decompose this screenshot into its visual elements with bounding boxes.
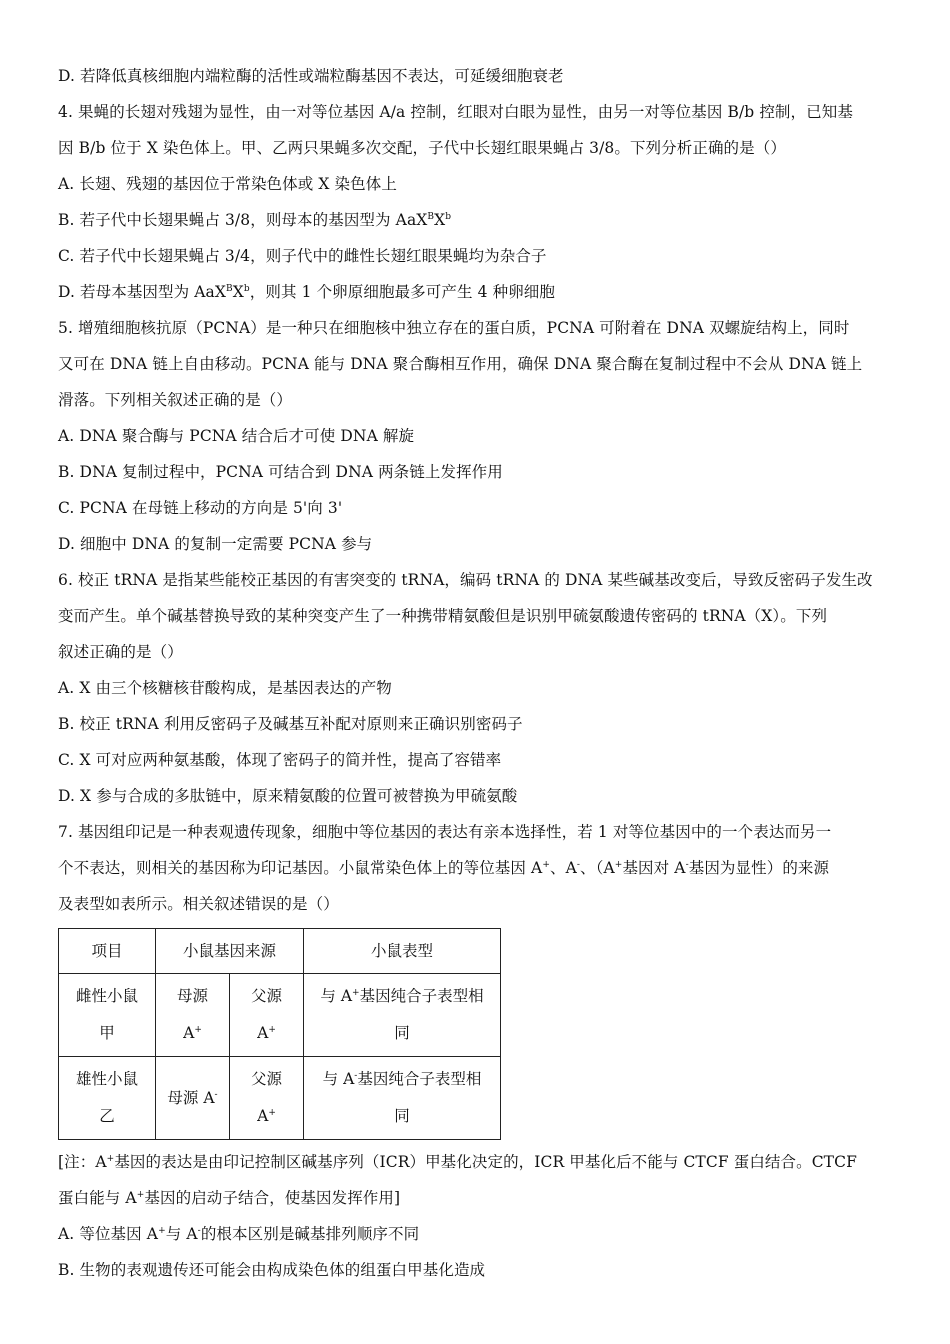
table-cell-paternal [230,974,304,1057]
text-span: X [434,211,446,229]
table-header-cell: 小鼠基因来源 [156,929,304,974]
table-cell-name [59,1057,156,1140]
text-span: 基因对 A [622,859,686,877]
question-6-option-a: A. X 由三个核糖核苷酸构成，是基因表达的产物 [58,679,392,697]
text-span: 与 A [165,1225,198,1243]
superscript: - [214,1089,218,1100]
superscript: - [354,1071,358,1081]
text-span [312,978,492,1015]
question-7-stem-line2 [58,850,894,886]
question-5-option-d: D. 细胞中 DNA 的复制一定需要 PCNA 参与 [58,535,373,553]
question-4-option-b [58,202,894,238]
superscript: + [194,1025,202,1035]
text-span: 基因为显性）的来源 [688,859,830,877]
text-span: 的根本区别是碱基排列顺序不同 [200,1225,420,1243]
text-line: 因 B/b 位于 X 染色体上。甲、乙两只果蝇多次交配，子代中长翅红眼果蝇占 3/8。下列分析正确的是（） [58,139,786,157]
text-span: B. 若子代中长翅果蝇占 3/8，则母本的基因型为 AaX [58,211,428,229]
table-cell-maternal [156,974,230,1057]
question-7-option-a [58,1216,894,1252]
text-line: D. 若降低真核细胞内端粒酶的活性或端粒酶基因不表达，可延缓细胞衰老 [58,67,564,85]
text-span: ，则其 1 个卵原细胞最多可产生 4 种卵细胞 [249,283,555,301]
question-4-option-c: C. 若子代中长翅果蝇占 3/4，则子代中的雌性长翅红眼果蝇均为杂合子 [58,247,547,265]
table-header-cell: 小鼠表型 [304,929,501,974]
question-6-option-c: C. X 可对应两种氨基酸，体现了密码子的简并性，提高了容错率 [58,751,502,769]
superscript: + [158,1226,166,1236]
table-cell-phenotype [304,974,501,1057]
question-6-option-d: D. X 参与合成的多肽链中，原来精氨酸的位置可被替换为甲硫氨酸 [58,787,518,805]
text-span: 甲 [99,1024,115,1042]
question-4-option-a: A. 长翅、残翅的基因位于常染色体或 X 染色体上 [58,175,397,193]
superscript: - [576,860,581,870]
text-span: D. 若母本基因型为 AaX [58,283,227,301]
text-span: 同 [394,1107,410,1125]
superscript: B [427,212,435,222]
text-span: 基因的启动子结合，使基因发挥作用] [144,1189,401,1207]
text-span: A [257,1107,269,1125]
text-span: 与 A [322,1070,355,1088]
superscript: + [268,1025,276,1035]
table-header-row [59,929,501,974]
text-span: 父源 [250,987,282,1005]
text-span: 基因纯合子表型相 [359,987,484,1005]
text-span: 雌性小鼠 [75,987,138,1005]
text-span: X [232,283,244,301]
text-span [312,1061,492,1098]
text-span: A. 等位基因 A [58,1225,159,1243]
superscript: B [226,284,233,294]
text-line: 滑落。下列相关叙述正确的是（） [58,391,293,409]
superscript: - [685,860,689,870]
text-line: 又可在 DNA 链上自由移动。PCNA 能与 DNA 聚合酶相互作用，确保 DNA 聚合酶在复制过程中不会从 DNA 链上 [58,355,863,373]
superscript: + [268,1108,276,1118]
question-6-option-b: B. 校正 tRNA 利用反密码子及碱基互补配对原则来正确识别密码子 [58,715,523,733]
question-5-option-c: C. PCNA 在母链上移动的方向是 5'向 3' [58,499,343,517]
table-cell-name [59,974,156,1057]
text-span: 雄性小鼠 [75,1070,138,1088]
superscript: + [542,860,550,870]
question-4-stem: 4. 果蝇的长翅对残翅为显性，由一对等位基因 A/a 控制，红眼对白眼为显性，由另一对等位基因 B/b 控制，已知基 [58,103,853,121]
text-span: 、A [549,859,577,877]
text-span: 基因的表达是由印记控制区碱基序列（ICR）甲基化决定的，ICR 甲基化后不能与 CTCF 蛋白结合。CTCF [114,1153,857,1171]
superscript: + [352,988,360,998]
text-span: 蛋白能与 A [58,1189,137,1207]
table-cell-paternal [230,1057,304,1140]
table-row [59,974,501,1057]
gene-source-table [58,928,501,1140]
text-line: 叙述正确的是（） [58,643,183,661]
question-7-option-b: B. 生物的表观遗传还可能会由构成染色体的组蛋白甲基化造成 [58,1261,486,1279]
superscript: b [243,284,250,294]
text-span: A [183,1024,195,1042]
question-5-option-b: B. DNA 复制过程中，PCNA 可结合到 DNA 两条链上发挥作用 [58,463,503,481]
table-cell-phenotype [304,1057,501,1140]
superscript: + [106,1154,115,1164]
text-span: 、（A [580,859,615,877]
allele-text [164,1015,221,1052]
question-4-option-d [58,274,894,310]
text-span: 同 [394,1024,410,1042]
allele-text [238,1098,295,1135]
superscript: + [136,1190,145,1200]
question-7-stem: 7. 基因组印记是一种表观遗传现象，细胞中等位基因的表达有亲本选择性，若 1 对等位基因中的一个表达而另一 [58,823,832,841]
table-note-line1 [58,1144,894,1180]
table-note-line2 [58,1180,894,1216]
allele-text [238,1015,295,1052]
question-5-option-a: A. DNA 聚合酶与 PCNA 结合后才可使 DNA 解旋 [58,427,415,445]
text-span: 乙 [99,1107,115,1125]
superscript: - [197,1226,201,1236]
text-span: 基因纯合子表型相 [357,1070,482,1088]
superscript: b [445,212,452,222]
text-span: [注：A [58,1153,107,1171]
text-span: 母源 A [167,1088,215,1107]
text-span: 个不表达，则相关的基因称为印记基因。小鼠常染色体上的等位基因 A [58,859,543,877]
exam-page [58,58,894,1288]
text-span: 与 A [320,987,353,1005]
text-span: A [257,1024,269,1042]
text-line: 变而产生。单个碱基替换导致的某种突变产生了一种携带精氨酸但是识别甲硫氨酸遗传密码的 tRNA（X）。下列 [58,607,828,625]
question-7-stem-line3: 及表型如表所示。相关叙述错误的是（） [58,895,339,913]
superscript: + [614,860,623,870]
table-cell-maternal [156,1057,230,1140]
question-6-stem: 6. 校正 tRNA 是指某些能校正基因的有害突变的 tRNA，编码 tRNA 的 DNA 某些碱基改变后，导致反密码子发生改 [58,571,873,589]
text-span: 父源 [250,1070,282,1088]
question-5-stem: 5. 增殖细胞核抗原（PCNA）是一种只在细胞核中独立存在的蛋白质，PCNA 可附着在 DNA 双螺旋结构上，同时 [58,319,850,337]
table-header-cell: 项目 [59,929,156,974]
table-row [59,1057,501,1140]
text-span: 母源 [176,987,208,1005]
